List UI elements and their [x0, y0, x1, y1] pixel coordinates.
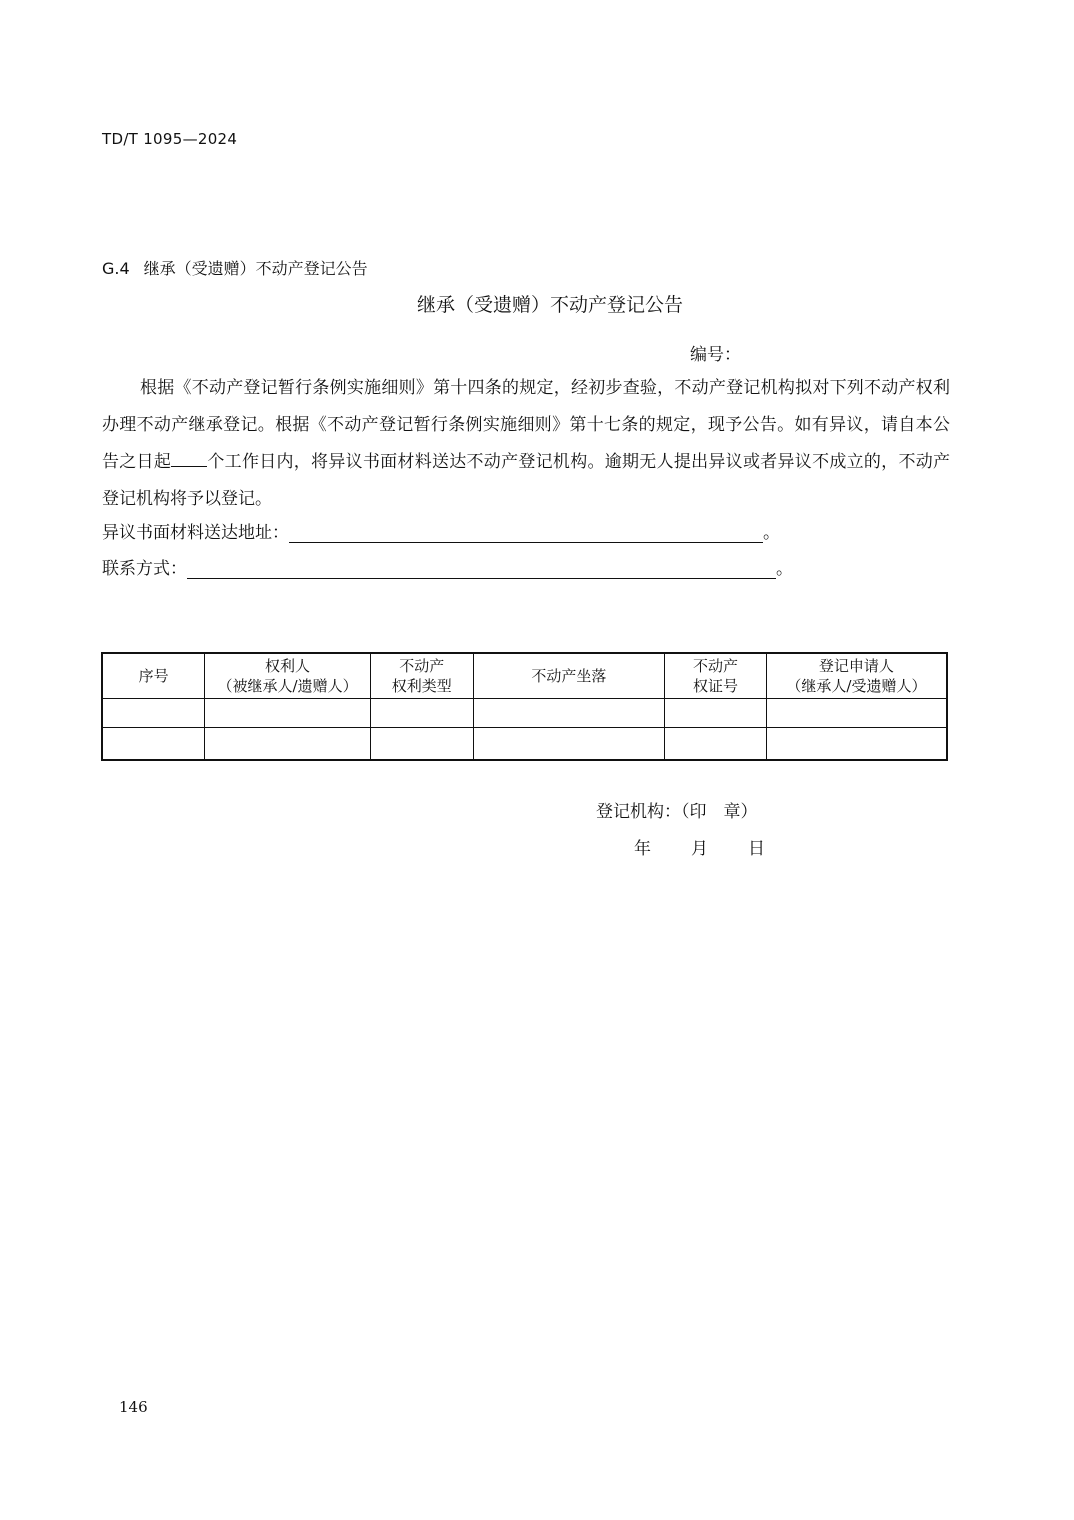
table-header-row: [102, 653, 947, 698]
date-month: 月: [691, 839, 708, 859]
paragraph-text-1: 根据《不动产登记暂行条例实施细则》第十四条的规定，经初步查验，不动产登记机构拟对下列不动产权利办理不动产继承登记。根据《不动产登记暂行条例实施细则》第十七条的规定，现予公告。如有异议，请自本公告之日起: [102, 378, 950, 472]
table-cell: [473, 698, 665, 727]
table-cell: [205, 698, 371, 727]
col-header-right-holder: 权利人 （被继承人/遗赠人）: [205, 653, 371, 698]
table-row: [102, 727, 947, 760]
seal-line: 登记机构：（印 章）: [596, 802, 758, 822]
contact-blank-line: [187, 558, 776, 579]
table-cell: [473, 727, 665, 760]
date-year: 年: [634, 839, 651, 859]
table-cell: [102, 698, 205, 727]
col-header-serial: 序号: [102, 653, 205, 698]
table-cell: [205, 727, 371, 760]
contact-label: 联系方式：: [102, 559, 187, 579]
table-cell: [370, 727, 473, 760]
date-line: [634, 834, 805, 859]
section-heading: [102, 256, 368, 279]
col-header-applicant: 登记申请人 （继承人/受遗赠人）: [766, 653, 947, 698]
address-period: 。: [763, 523, 780, 543]
section-title: 继承（受遗赠）不动产登记公告: [143, 259, 368, 278]
table-cell: [766, 698, 947, 727]
col-header-location: 不动产坐落: [473, 653, 665, 698]
paragraph-text-2: 个工作日内，将异议书面材料送达不动产登记机构。逾期无人提出异议或者异议不成立的，不动产登记机构将予以登记。: [102, 452, 951, 509]
address-label: 异议书面材料送达地址：: [102, 523, 289, 543]
section-number: G.4: [102, 259, 130, 278]
address-field-row: [102, 518, 780, 543]
notice-table: [101, 652, 948, 761]
col-header-certificate-no: 不动产 权证号: [665, 653, 767, 698]
table-cell: [766, 727, 947, 760]
page-number: 146: [119, 1398, 148, 1416]
number-label: 编号：: [690, 345, 741, 365]
address-blank-line: [289, 522, 763, 543]
contact-field-row: [102, 554, 793, 579]
contact-period: 。: [776, 559, 793, 579]
table-cell: [665, 698, 767, 727]
date-day: 日: [748, 839, 765, 859]
standard-code: TD/T 1095—2024: [102, 130, 238, 148]
document-title: 继承（受遗赠）不动产登记公告: [416, 294, 683, 316]
table-row: [102, 698, 947, 727]
table-cell: [370, 698, 473, 727]
table-cell: [102, 727, 205, 760]
table-cell: [665, 727, 767, 760]
col-header-right-type: 不动产 权利类型: [370, 653, 473, 698]
notice-paragraph: [102, 370, 950, 518]
days-blank: [171, 449, 207, 467]
